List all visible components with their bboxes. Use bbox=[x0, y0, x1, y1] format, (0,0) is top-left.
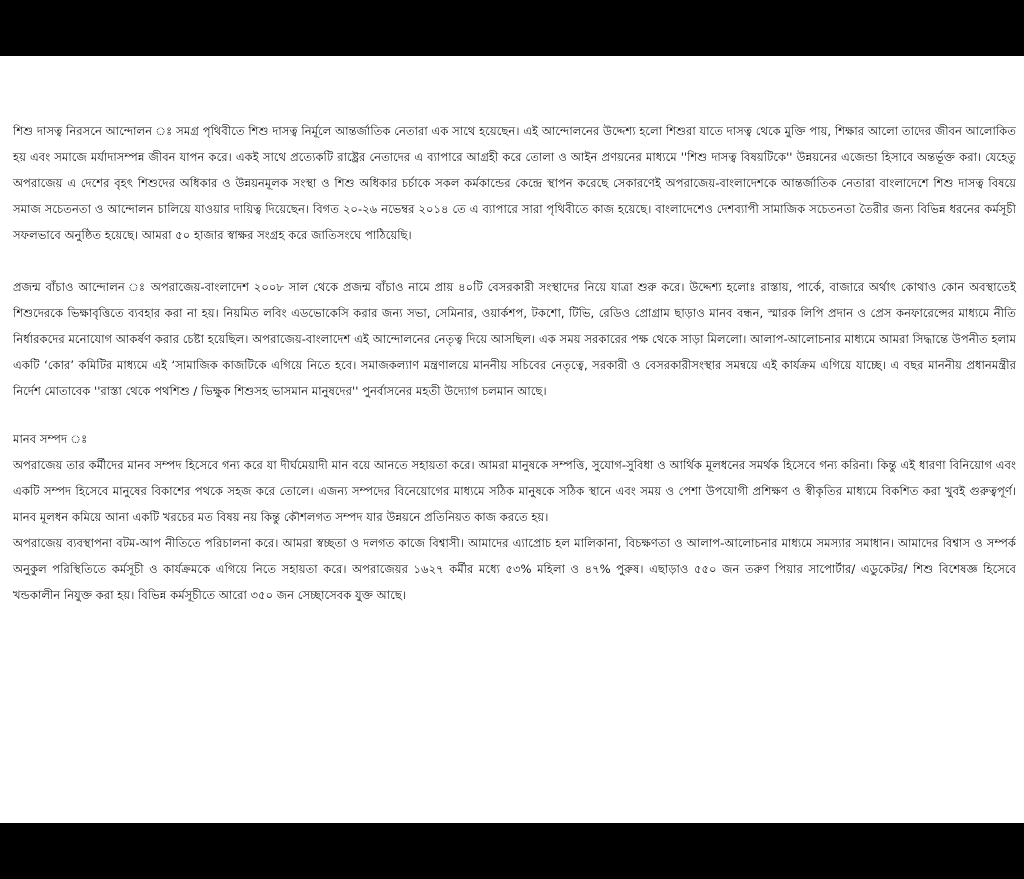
document-content bbox=[13, 118, 1016, 608]
bottom-letterbox-bar bbox=[0, 823, 1024, 879]
top-letterbox-bar bbox=[0, 0, 1024, 56]
human-resources-heading: মানব সম্পদ ঃ bbox=[13, 432, 88, 446]
save-generation-movement-paragraph: প্রজন্ম বাঁচাও আন্দোলন ঃ অপরাজেয়-বাংলাদেশ ২০০৮ সাল থেকে প্রজন্ম বাঁচাও নামে প্রায় ৪০টি বেসরকারী সংস্থাদের নিয়ে যাত্রা শুরু করে। উদ্দেশ্য হলোঃ রাস্তায়, পার্কে, বাজারে অর্থাৎ কোথাও কোন অবস্থাতেই শিশুদেরকে ভিক্ষাবৃত্তিতে ব্যবহার করা না হয়। নিয়মিত লবিং এডভোকেসি করার জন্য সভা, সেমিনার, ওয়ার্কশপ, টকশো, টিভি, রেডিও প্রোগ্রাম ছাড়াও মানব বন্ধন, স্মারক লিপি প্রদান ও প্রেস কনফারেন্সের মাধ্যমে নীতি নির্ধারকদের মনোযোগ আকর্ষণ করার চেষ্টা হয়েছিল। অপরাজেয়-বাংলাদেশ এই আন্দোলনের নেতৃত্ব দিয়ে আসছিল। এক সময় সরকারের পক্ষ থেকে সাড়া মিললো। আলাপ-আলোচনার মাধ্যমে আমরা সিদ্ধান্তে উপনীত হলাম একটি ‘কোর’ কমিটির মাধ্যমে এই ‘সামাজিক কাজটিকে এগিয়ে নিতে হবে। সমাজকল্যাণ মন্ত্রণালয়ে মাননীয় সচিবের নেতৃত্বে, সরকারী ও বেসরকারীসংস্থার সমন্বয়ে এই কার্যক্রম এগিয়ে যাচ্ছে। এ বছর মাননীয় প্রধানমন্ত্রীর নির্দেশ মোতাবেক ''রাস্তা থেকে পথশিশু / ভিক্ষুক শিশুসহ ভাসমান মানুষদের'' পুনর্বাসনের মহতী উদ্যোগ চলমান আছে। bbox=[13, 280, 1016, 398]
paragraph-spacer bbox=[13, 248, 1016, 274]
human-resources-paragraph-1: অপরাজেয় তার কর্মীদের মানব সম্পদ হিসেবে গন্য করে যা দীর্ঘমেয়াদী মান বয়ে আনতে সহায়তা করে। আমরা মানুষকে সম্পত্তি, সুযোগ-সুবিধা ও আর্থিক মূলধনের সমর্থক হিসেবে গন্য করিনা। কিন্তু এই ধারণা বিনিয়োগ এবং একটি সম্পদ হিসেবে মানুষের বিকাশের পথকে সহজ করে তোলে। এজন্য সম্পদের বিনেয়োগের মাধ্যমে সঠিক মানুষকে সঠিক স্থানে এবং সময় ও পেশা উপযোগী প্রশিক্ষণ ও স্বীকৃতির মাধ্যমে বিকশিত করা খুবই গুরুত্বপূর্ণ। মানব মূলধন কমিয়ে আনা একটি খরচের মত বিষয় নয় কিন্তু কৌশলগত সম্পদ যার উন্নয়নে প্রতিনিয়ত কাজ করতে হয়। bbox=[13, 458, 1016, 524]
document-page bbox=[0, 56, 1024, 823]
child-slavery-movement-paragraph: শিশু দাসত্ব নিরসনে আন্দোলন ঃ সমগ্র পৃথিবীতে শিশু দাসত্ব নির্মূলে আন্তর্জাতিক নেতারা এক সাথে হয়েছেন। এই আন্দোলনের উদ্দেশ্য হলো শিশুরা যাতে দাসত্ব থেকে মুক্তি পায়, শিক্ষার আলো তাদের জীবন আলোকিত হয় এবং সমাজে মর্যাদাসম্পন্ন জীবন যাপন করে। একই সাথে প্রত্যেকটি রাষ্ট্রের নেতাদের এ ব্যাপারে আগ্রহী করে তোলা ও আইন প্রণয়নের মাধ্যমে ''শিশু দাসত্ব বিষয়টিকে'' উন্নয়নের এজেন্ডা হিসাবে অন্তর্ভূক্ত করা। যেহেতু অপরাজেয় এ দেশের বৃহৎ শিশুদের অধিকার ও উন্নয়নমূলক সংস্থা ও শিশু অধিকার চর্চাকে সকল কর্মকান্ডের কেন্দ্রে স্থাপন করেছে সেকারণেই অপরাজেয়-বাংলাদেশকে আন্তর্জাতিক নেতারা বাংলাদেশে শিশু দাসত্ব বিষয়ে সমাজ সচেতনতা ও আন্দোলন চালিয়ে যাওয়ার দায়িত্ব দিয়েছেন। বিগত ২০-২৬ নভেম্বর ২০১৪ তে এ ব্যাপারে সারা পৃথিবীতে কাজ হয়েছে। বাংলাদেশেও দেশব্যাপী সামাজিক সচেতনতা তৈরীর জন্য বিভিন্ন ধরনের কর্মসূচী সফলভাবে অনুষ্ঠিত হয়েছে। আমরা ৫০ হাজার স্বাক্ষর সংগ্রহ করে জাতিসংঘে পাঠিয়েছি। bbox=[13, 124, 1016, 242]
paragraph-spacer bbox=[13, 404, 1016, 426]
human-resources-paragraph-2: অপরাজেয় ব্যবস্থাপনা বটম-আপ নীতিতে পরিচালনা করে। আমরা স্বচ্ছতা ও দলগত কাজে বিশ্বাসী। আমাদের এ্যাপ্রোচ হল মালিকানা, বিচক্ষণতা ও আলাপ-আলোচনার মাধ্যমে সমস্যার সমাধান। আমাদের বিশ্বাস ও সম্পর্ক অনুকুল পরিস্থিতিতে কর্মসূচী ও কার্যক্রমকে এগিয়ে নিতে সহায়তা করে। অপরাজেয়র ১৬২৭ কর্মীর মধ্যে ৫৩% মহিলা ও ৪৭% পুরুষ। এছাড়াও ৫৫০ জন তরুণ পিয়ার সাপোর্টার/ এডুকেটর/ শিশু বিশেষজ্ঞ হিসেবে খন্ডকালীন নিযুক্ত করা হয়। বিভিন্ন কর্মসূচীতে আরো ৩৫০ জন সেচ্ছাসেবক যুক্ত আছে। bbox=[13, 536, 1016, 602]
